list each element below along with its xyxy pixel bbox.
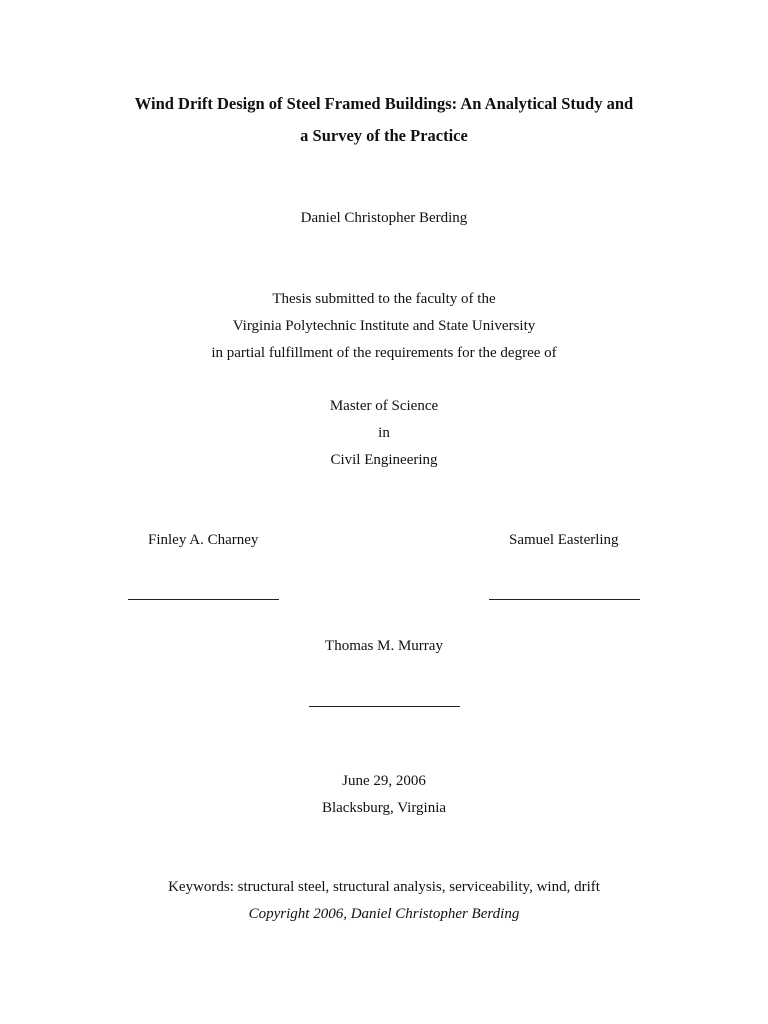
title-line-2: a Survey of the Practice bbox=[300, 126, 468, 145]
location: Blacksburg, Virginia bbox=[321, 800, 447, 816]
title-line-1: Wind Drift Design of Steel Framed Buildings: An Analytical Study and bbox=[134, 94, 634, 113]
degree-name: Master of Science bbox=[329, 398, 439, 414]
signature-line-right bbox=[489, 599, 640, 600]
signature-line-left bbox=[128, 599, 279, 600]
defense-date: June 29, 2006 bbox=[342, 773, 426, 789]
degree-connector: in bbox=[378, 425, 390, 441]
signature-line-center bbox=[309, 706, 460, 707]
author-name: Daniel Christopher Berding bbox=[300, 210, 468, 226]
degree-field: Civil Engineering bbox=[330, 452, 438, 468]
copyright-notice: Copyright 2006, Daniel Christopher Berding bbox=[248, 906, 520, 922]
committee-member-center: Thomas M. Murray bbox=[325, 638, 443, 654]
submission-line-2: Virginia Polytechnic Institute and State University bbox=[232, 318, 536, 334]
submission-line-1: Thesis submitted to the faculty of the bbox=[272, 291, 496, 307]
submission-line-3: in partial fulfillment of the requirements for the degree of bbox=[211, 345, 557, 361]
committee-member-right: Samuel Easterling bbox=[509, 532, 619, 548]
keywords: Keywords: structural steel, structural analysis, serviceability, wind, drift bbox=[168, 879, 600, 895]
committee-member-left: Finley A. Charney bbox=[148, 532, 259, 548]
